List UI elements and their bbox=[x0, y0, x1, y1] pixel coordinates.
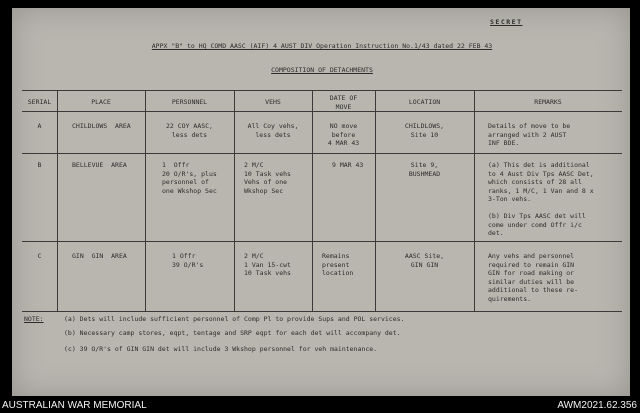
header-personnel: PERSONNEL bbox=[171, 98, 208, 106]
header-place: PLACE bbox=[91, 98, 111, 106]
table-border-top bbox=[22, 90, 622, 91]
row-c-date: Remains present location bbox=[322, 252, 354, 277]
security-classification: SECRET bbox=[490, 18, 523, 26]
header-date-of-move: DATE OF MOVE bbox=[329, 94, 358, 111]
row-a-vehs: All Coy vehs, less dets bbox=[247, 122, 299, 139]
row-a-location: CHILDLOWS, Site 10 bbox=[404, 122, 445, 139]
accession-number: AWM2021.62.356 bbox=[557, 400, 637, 411]
row-b-remarks: (a) This det is additional to 4 Aust Div Tps AASC Det, which consists of 28 all ranks, 1 M/C, 1 Van and 8 x 3-Ton vehs. (b) Div Tps AASC det will come under comd Offr i/c det. bbox=[488, 161, 594, 237]
header-remarks: REMARKS bbox=[534, 98, 562, 106]
header-vehs: VEHS bbox=[265, 98, 281, 106]
table-title: COMPOSITION OF DETACHMENTS bbox=[271, 66, 373, 74]
row-a-serial: A bbox=[37, 122, 42, 130]
header-serial: SERIAL bbox=[27, 98, 52, 106]
row-c-personnel: 1 Offr 39 O/R's bbox=[172, 252, 204, 269]
note-c: (c) 39 O/R's of GIN GIN det will include 3 Wkshop personnel for veh maintenance. bbox=[64, 345, 378, 353]
column-divider bbox=[474, 90, 475, 311]
row-rule-a bbox=[22, 153, 622, 154]
column-divider bbox=[57, 90, 58, 311]
notes-label: NOTE: bbox=[24, 315, 44, 323]
table-border-bottom bbox=[22, 311, 622, 312]
row-c-serial: C bbox=[37, 252, 42, 260]
row-rule-b bbox=[22, 241, 622, 242]
row-a-personnel: 22 COY AASC, less dets bbox=[166, 122, 213, 139]
row-a-remarks: Details of move to be arranged with 2 AUST INF BDE. bbox=[488, 122, 571, 147]
row-b-location: Site 9, BUSHMEAD bbox=[408, 161, 441, 178]
institution-caption: AUSTRALIAN WAR MEMORIAL bbox=[2, 400, 147, 411]
row-a-date: NO move before 4 MAR 43 bbox=[327, 122, 360, 147]
row-b-place: BELLEVUE AREA bbox=[72, 161, 127, 169]
note-b: (b) Necessary camp stores, eqpt, tentage and SRP eqpt for each det will accompany det. bbox=[64, 329, 401, 337]
row-c-location: AASC Site, GIN GIN bbox=[404, 252, 445, 269]
row-c-remarks: Any vehs and personnel required to remain GIN GIN for road making or similar duties will be additional to these re- quirements. bbox=[488, 252, 579, 303]
note-a: (a) Dets will include sufficient personnel of Comp Pl to provide Sups and POL services. bbox=[64, 315, 405, 323]
row-c-vehs: 2 M/C 1 Van 15-cwt 10 Task vehs bbox=[244, 252, 291, 277]
row-b-vehs: 2 M/C 10 Task vehs Vehs of one Wkshop Sec bbox=[244, 161, 291, 195]
row-b-personnel: 1 Offr 20 O/R's, plus personnel of one Wkshop Sec bbox=[162, 161, 217, 195]
row-b-date: 9 MAR 43 bbox=[332, 161, 364, 169]
header-location: LOCATION bbox=[408, 98, 441, 106]
header-rule bbox=[22, 111, 622, 112]
appendix-title: APPX "B" to HQ COMD AASC (AIF) 4 AUST DIV Operation Instruction No.1/43 dated 22 FEB 43 bbox=[151, 42, 493, 50]
row-b-serial: B bbox=[37, 161, 42, 169]
row-c-place: GIN GIN AREA bbox=[72, 252, 127, 260]
document-page bbox=[12, 8, 630, 396]
row-a-place: CHILDLOWS AREA bbox=[72, 122, 131, 130]
